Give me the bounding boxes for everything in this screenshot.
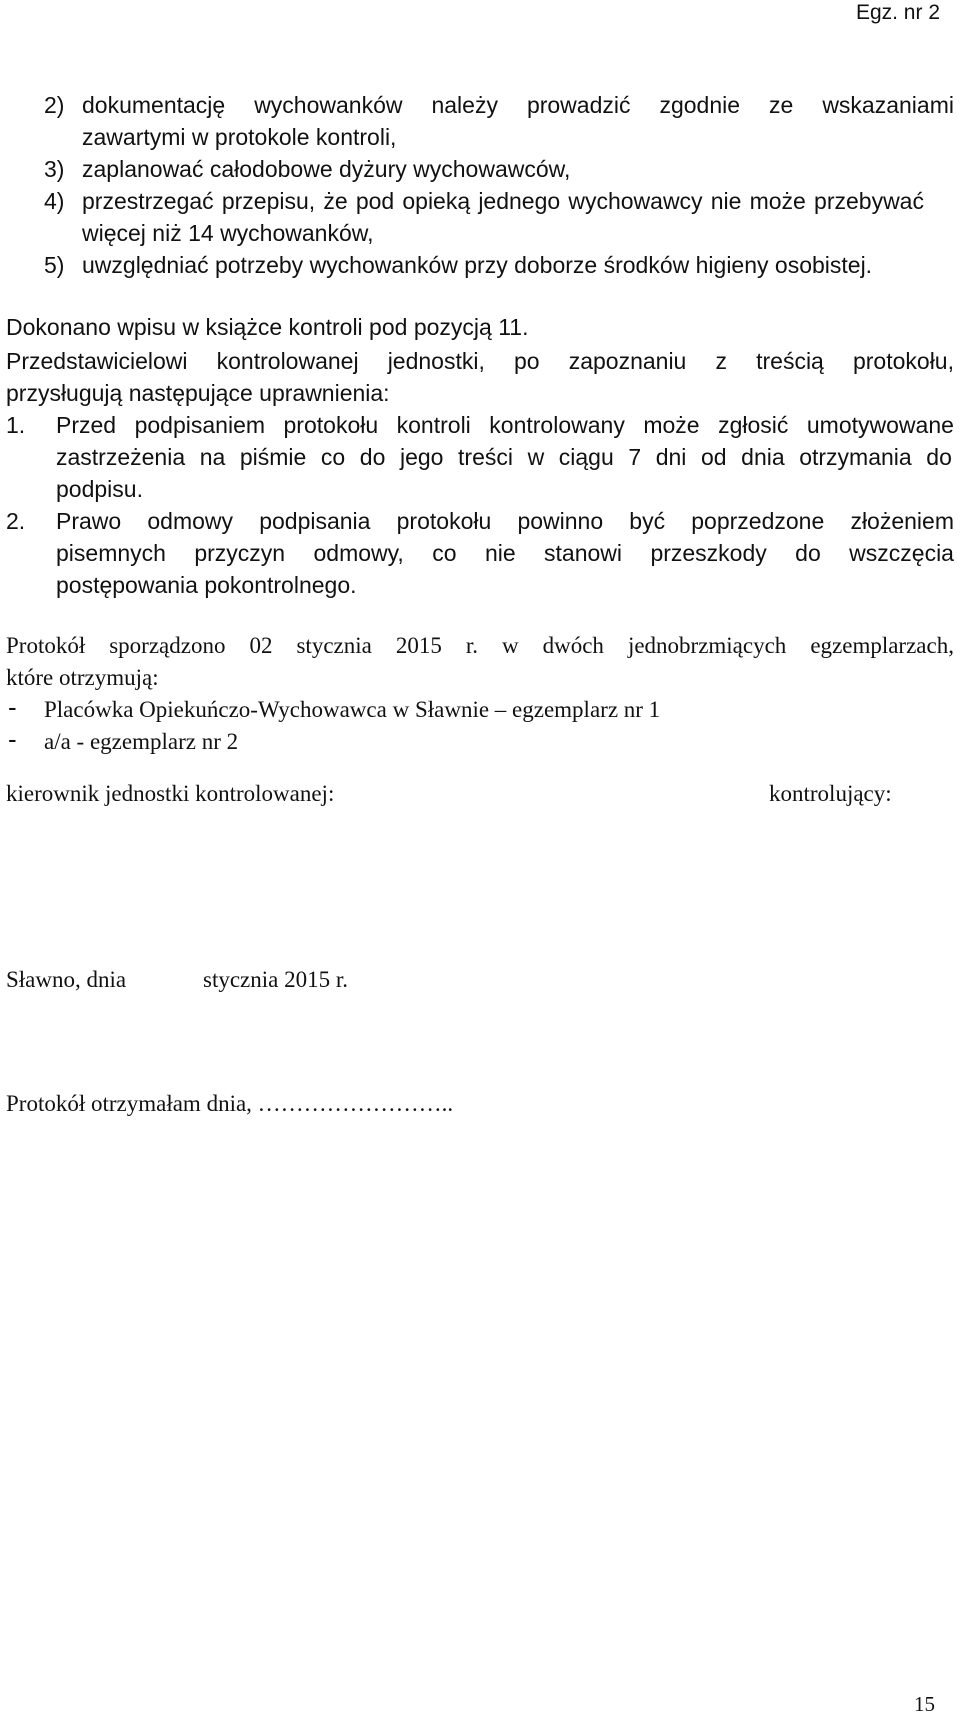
word: kontrolowanej — [216, 348, 359, 374]
word: treścią — [756, 348, 824, 374]
word: protokołu — [396, 508, 492, 534]
word: nie — [484, 540, 516, 566]
copy-number-label: Egz. nr 2 — [855, 1, 940, 24]
word: zastrzeżenia — [56, 444, 186, 470]
word: Prawo — [56, 508, 122, 534]
word: jednostki, — [387, 348, 485, 374]
word: jego — [399, 444, 444, 470]
word: zgłosić — [718, 412, 789, 438]
page-number: 15 — [914, 1692, 935, 1716]
word: ciągu — [558, 444, 614, 470]
word: dnia — [741, 444, 785, 470]
word: przestrzegać — [82, 188, 214, 214]
word: na — [199, 444, 226, 470]
word: przyczyn — [194, 540, 286, 566]
word: stanowi — [544, 540, 623, 566]
word: w — [501, 633, 519, 658]
recipient-dash: - — [8, 692, 17, 722]
word: 2015 — [395, 633, 442, 658]
word: pod — [355, 188, 395, 214]
word: protokołu, — [852, 348, 954, 374]
protocol-statement-line: które otrzymują: — [6, 665, 159, 690]
item-text-line: zaplanować całodobowe dyżury wychowawców, — [82, 156, 571, 182]
word: co — [320, 444, 346, 470]
item-number: 4) — [44, 188, 65, 214]
word: podpisania — [259, 508, 371, 534]
item-text-line: więcej niż 14 wychowanków, — [82, 220, 374, 246]
word: dwóch — [542, 633, 604, 658]
word: kontroli — [396, 412, 471, 438]
word: wychowawcy — [568, 188, 703, 214]
word: jednobrzmiących — [627, 633, 787, 658]
item-number: 3) — [44, 156, 65, 182]
word: od — [700, 444, 727, 470]
word: może — [643, 412, 700, 438]
word: powinno — [517, 508, 604, 534]
item-text-line: zawartymi w protokole kontroli, — [82, 124, 397, 150]
word: przebywać — [814, 188, 924, 214]
word: 02 — [249, 633, 273, 658]
right-text-line: podpisu. — [56, 476, 143, 502]
word: że — [323, 188, 348, 214]
control-book-entry-note: Dokonano wpisu w książce kontroli pod pozycją 11. — [6, 314, 529, 340]
word: dni — [655, 444, 687, 470]
place-label: Sławno, dnia — [6, 967, 127, 992]
word: w — [527, 444, 545, 470]
word: Przedstawicielowi — [6, 348, 188, 374]
word: przepisu, — [221, 188, 316, 214]
word: Protokół — [6, 633, 86, 658]
word: 7 — [628, 444, 642, 470]
word: sporządzono — [109, 633, 226, 658]
word: r. — [465, 633, 478, 658]
item-text-line: uwzględniać potrzeby wychowanków przy doborze środków higieny osobistej. — [82, 252, 873, 278]
item-text-line — [82, 190, 924, 213]
word: wychowanków — [254, 92, 403, 118]
right-number: 2. — [6, 508, 26, 534]
word: być — [629, 508, 666, 534]
word: do — [359, 444, 386, 470]
word: jednego — [478, 188, 561, 214]
word: co — [432, 540, 457, 566]
word: prowadzić — [526, 92, 631, 118]
rights-intro-line: przysługują następujące uprawnienia: — [6, 380, 390, 406]
word: przeszkody — [650, 540, 767, 566]
rights-intro-line — [6, 350, 954, 373]
recipient-dash: - — [8, 724, 17, 754]
word: nie — [710, 188, 742, 214]
signature-label-left: kierownik jednostki kontrolowanej: — [6, 781, 335, 806]
right-text-line — [56, 414, 954, 437]
word: treści — [458, 444, 513, 470]
word: dokumentację — [82, 92, 226, 118]
word: odmowy, — [313, 540, 404, 566]
word: zapoznaniu — [568, 348, 687, 374]
word: protokołu — [283, 412, 379, 438]
recipient-item: Placówka Opiekuńczo-Wychowawca w Sławnie – egzemplarz nr 1 — [44, 697, 661, 722]
word: do — [926, 444, 952, 470]
protocol-statement-line — [6, 634, 954, 657]
word: otrzymania — [799, 444, 912, 470]
received-line: Protokół otrzymałam dnia, …………………….. — [6, 1091, 454, 1116]
item-text-line — [82, 94, 954, 117]
word: piśmie — [239, 444, 307, 470]
word: do — [795, 540, 821, 566]
word: opieką — [402, 188, 471, 214]
right-text-line — [56, 542, 954, 565]
word: umotywowane — [806, 412, 954, 438]
word: z — [715, 348, 727, 374]
right-text-line — [56, 510, 954, 533]
item-number: 2) — [44, 92, 65, 118]
word: pisemnych — [56, 540, 166, 566]
word: po — [513, 348, 540, 374]
recipient-item: a/a - egzemplarz nr 2 — [44, 729, 239, 754]
word: ze — [769, 92, 794, 118]
word: podpisaniem — [134, 412, 266, 438]
word: egzemplarzach, — [810, 633, 954, 658]
date-label: stycznia 2015 r. — [203, 967, 348, 992]
word: należy — [431, 92, 498, 118]
item-number: 5) — [44, 252, 65, 278]
word: Przed — [56, 412, 117, 438]
word: kontrolowany — [489, 412, 625, 438]
signature-label-right: kontrolujący: — [769, 781, 892, 806]
right-number: 1. — [6, 412, 26, 438]
right-text-line — [56, 446, 952, 469]
word: złożeniem — [850, 508, 954, 534]
word: poprzedzone — [691, 508, 825, 534]
word: może — [749, 188, 806, 214]
word: zgodnie — [659, 92, 741, 118]
word: odmowy — [147, 508, 234, 534]
right-text-line: postępowania pokontrolnego. — [56, 572, 357, 598]
word: stycznia — [296, 633, 372, 658]
word: wszczęcia — [849, 540, 954, 566]
word: wskazaniami — [822, 92, 954, 118]
